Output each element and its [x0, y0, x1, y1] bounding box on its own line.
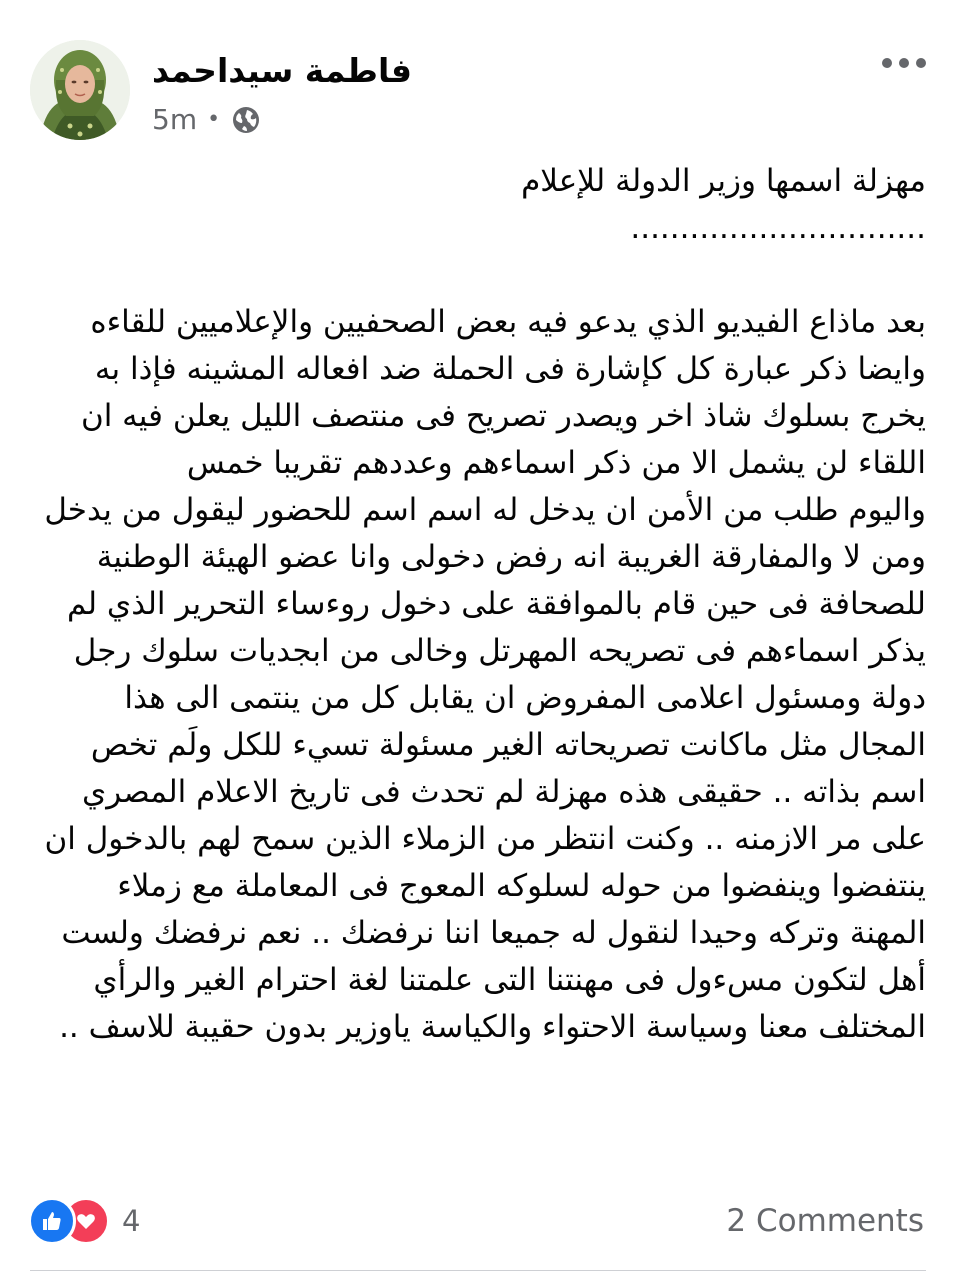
post-title: مهزلة اسمها وزير الدولة للإعلام	[521, 163, 926, 199]
like-icon	[28, 1197, 76, 1245]
reaction-count: 4	[122, 1204, 141, 1238]
post-dots: ..............................	[630, 210, 926, 246]
meta-separator: •	[207, 107, 221, 132]
post-time[interactable]: 5m	[152, 103, 198, 136]
globe-icon[interactable]	[230, 104, 262, 136]
footer-divider	[30, 1270, 926, 1271]
more-options-icon[interactable]	[882, 50, 926, 76]
post-paragraph: واليوم طلب من الأمن ان يدخل له اسم اسم للحضور ليقول من يدخل ومن لا والمفارقة الغريبة انه رفض دخولى وانا عضو الهيئة الوطنية للصحافة فى حين قام بالموافقة على دخول روءساء التحرير الذي لم يذكر اسماءهم فى تصريحه المهرتل وخالى من ابجديات سلوك رجل دولة ومسئول اعلامى المفروض ان يقابل كل من ينتمى الى هذا المجال مثل ماكانت تصريحاته الغير مسئولة تسيء للكل ولَم تخص اسم بذاته .. حقيقى هذه مهزلة لم تحدث فى تاريخ الاعلام المصري على مر الازمنه .. وكنت انتظر من الزملاء الذين سمح لهم بالدخول ان ينتفضوا وينفضوا من حوله لسلوكه المعوج فى المعاملة مع زملاء المهنة وتركه وحيدا لنقول له جميعا اننا نرفضك .. نعم نرفضك ولست أهل لتكون مسءول فى مهنتنا التى علمتنا لغة احترام الغير والرأي المختلف معنا وسياسة الاحتواء والكياسة ياوزير بدون حقيبة للاسف ..	[44, 492, 926, 1045]
author-name[interactable]: فاطمة سيداحمد	[152, 51, 412, 90]
reactions-summary[interactable]	[28, 1198, 140, 1244]
more-dot	[899, 58, 909, 68]
post-header	[0, 0, 956, 150]
post-meta	[152, 100, 262, 140]
author-avatar[interactable]	[30, 40, 130, 140]
more-dot	[882, 58, 892, 68]
post-text	[36, 158, 926, 1051]
comments-count-link[interactable]: 2 Comments	[726, 1203, 924, 1239]
post-paragraph: بعد ماذاع الفيديو الذي يدعو فيه بعض الصحفيين والإعلاميين للقاءه وايضا ذكر عبارة كل كإشارة فى الحملة ضد افعاله المشينه فإذا به يخرج بسلوك شاذ اخر ويصدر تصريح فى منتصف الليل يعلن فيه ان اللقاء لن يشمل الا من ذكر اسماءهم وعددهم تقريبا خمس	[80, 304, 926, 481]
more-dot	[916, 58, 926, 68]
avatar-photo	[30, 40, 130, 140]
